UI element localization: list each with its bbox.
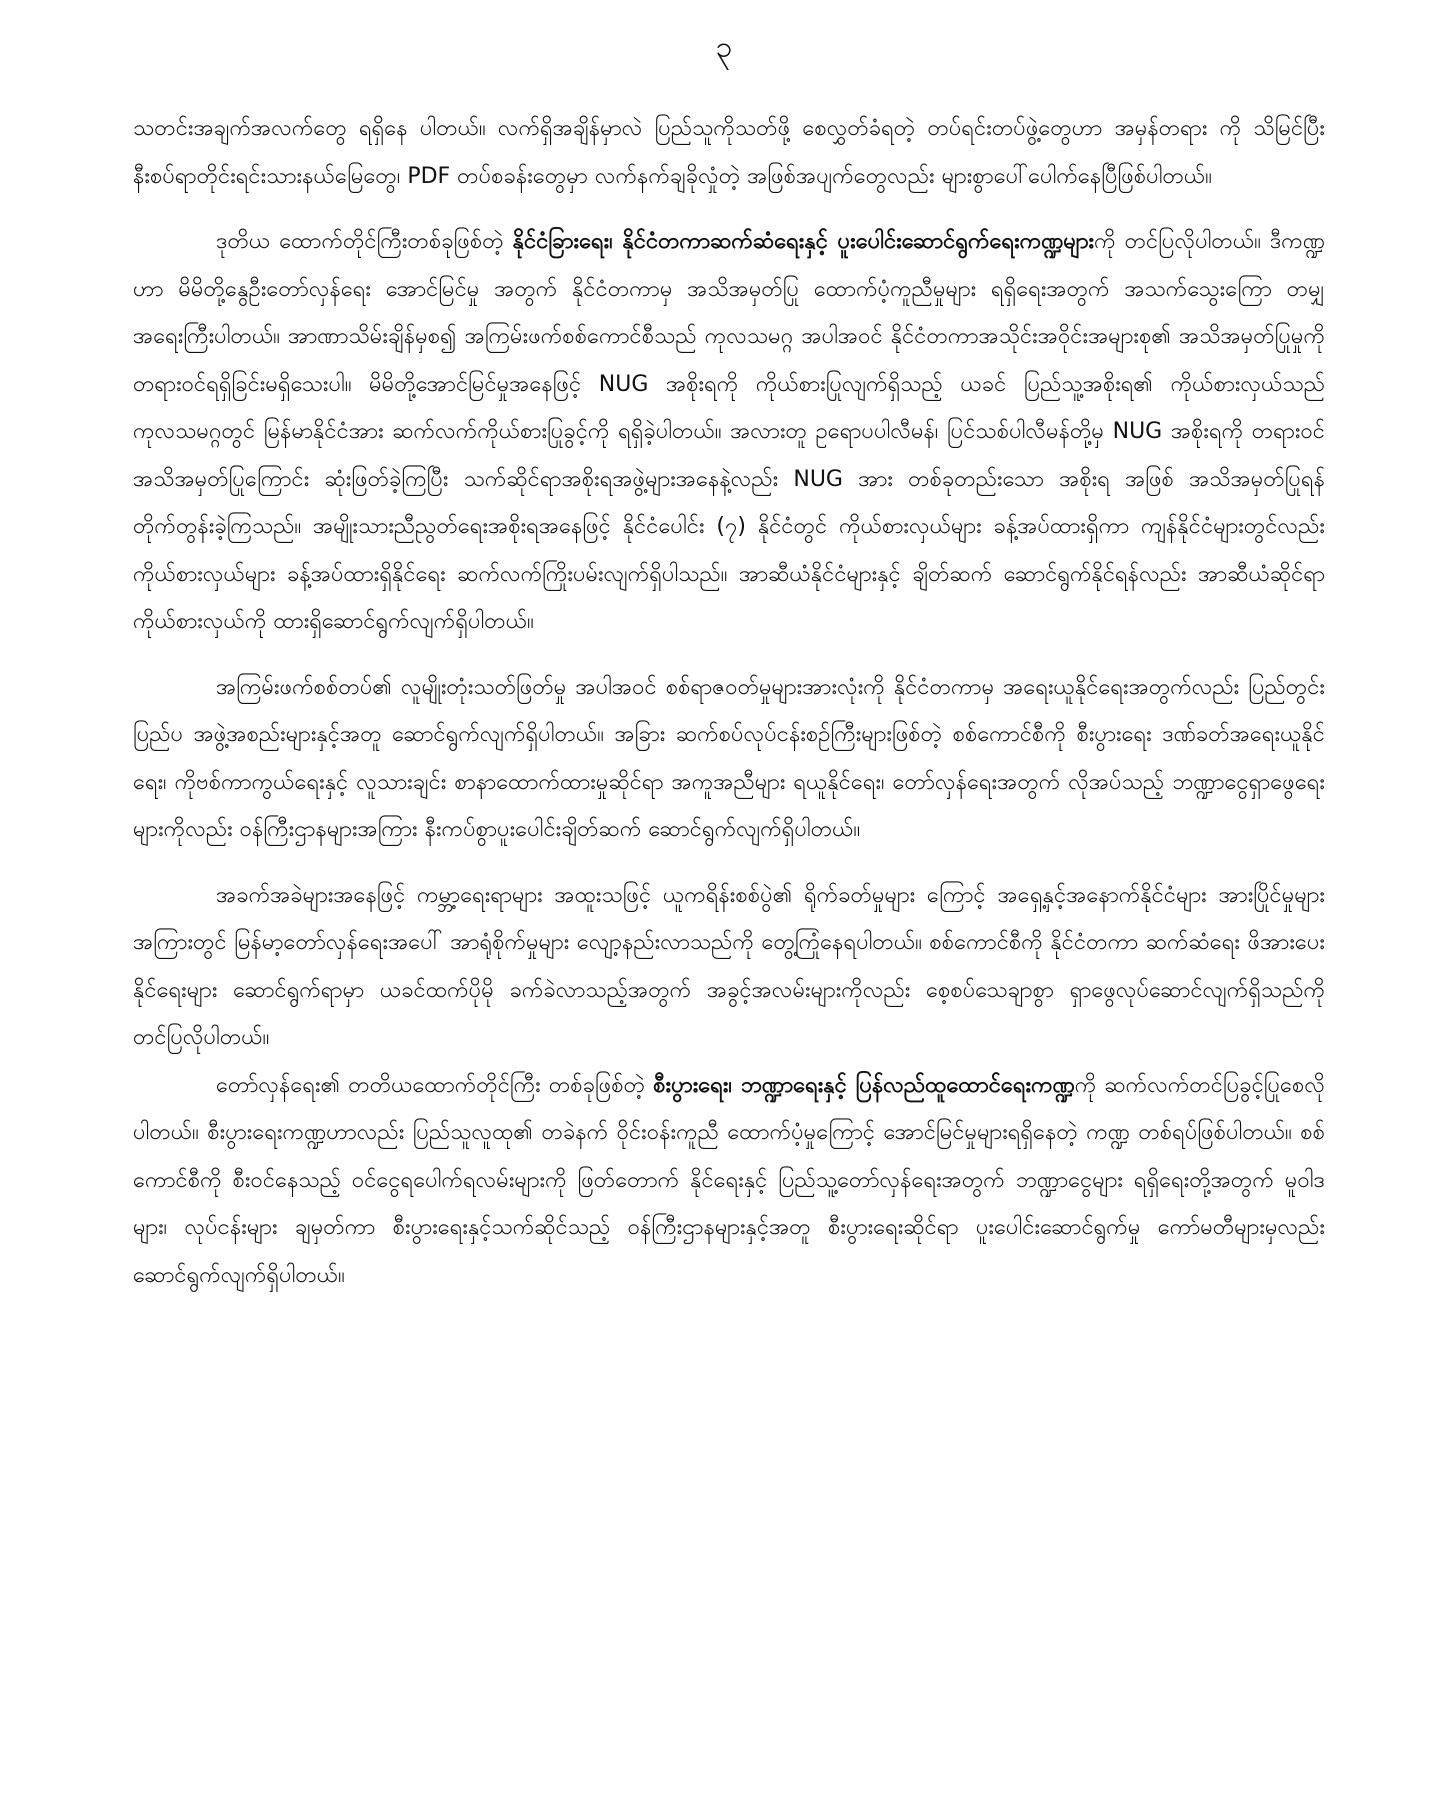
bold-heading-run: နိုင်ငံခြားရေး၊ နိုင်ငံတကာဆက်ဆံရေးနှင့် ပူးပေါင်းဆောင်ရွက်ရေးကဏ္ဍများ xyxy=(512,229,1095,254)
paragraph xyxy=(133,105,1325,200)
paragraph xyxy=(133,218,1325,646)
text-run: အခက်အခဲများအနေဖြင့် ကမ္ဘာ့ရေးရာများ အထူးသဖြင့် ယူကရိန်းစစ်ပွဲ၏ ရိုက်ခတ်မှုများ ကြောင့် အရှေ့နှင့်အနောက်နိုင်ငံများ အားပြိုင်မှုများအကြားတွင် မြန်မာ့တော်လှန်ရေးအပေါ် အာရုံစိုက်မှုများ လျော့နည်းလာသည်ကို တွေ့ကြုံနေရပါတယ်။ စစ်ကောင်စီကို နိုင်ငံတကာ ဆက်ဆံရေး ဖိအားပေးနိုင်ရေးများ ဆောင်ရွက်ရာမှာ ယခင်ထက်ပိုမို ခက်ခဲလာသည့်အတွက် အခွင့်အလမ်းများကိုလည်း စေ့စပ်သေချာစွာ ရှာဖွေလုပ်ဆောင်လျက်ရှိသည်ကို တင်ပြလိုပါတယ်။ xyxy=(133,882,1325,1050)
bold-heading-run: စီးပွားရေး၊ ဘဏ္ဍာရေးနှင့် ပြန်လည်ထူထောင်ရေးကဏ္ဍ xyxy=(653,1072,1075,1098)
paragraph xyxy=(133,1062,1325,1300)
text-run: သတင်းအချက်အလက်တွေ ရရှိနေ ပါတယ်။ လက်ရှိအချိန်မှာလဲ ပြည်သူကိုသတ်ဖို့ စေလွှတ်ခံရတဲ့ တပ်ရင်းတပ်ဖွဲ့တွေဟာ အမှန်တရား ကို သိမြင်ပြီး နီးစပ်ရာတိုင်းရင်းသားနယ်မြေတွေ၊ PDF တပ်စခန်းတွေမှာ လက်နက်ချခိုလှုံတဲ့ အဖြစ်အပျက်တွေလည်း များစွာပေါ်ပေါက်နေပြီဖြစ်ပါတယ်။ xyxy=(133,116,1325,189)
text-run: တော်လှန်ရေး၏ တတိယထောက်တိုင်ကြီး တစ်ခုဖြစ်တဲ့ xyxy=(216,1072,654,1098)
text-run: အကြမ်းဖက်စစ်တပ်၏ လူမျိုးတုံးသတ်ဖြတ်မှု အပါအဝင် စစ်ရာဇဝတ်မှုများအားလုံးကို နိုင်ငံတကာမှ အရေးယူနိုင်ရေးအတွက်လည်း ပြည်တွင်းပြည်ပ အဖွဲ့အစည်းများနှင့်အတူ ဆောင်ရွက်လျက်ရှိပါတယ်။ အခြား ဆက်စပ်လုပ်ငန်းစဉ်ကြီးများဖြစ်တဲ့ စစ်ကောင်စီကို စီးပွားရေး ဒဏ်ခတ်အရေးယူနိုင်ရေး၊ ကိုဗစ်ကာကွယ်ရေးနှင့် လူသားချင်း စာနာထောက်ထားမှုဆိုင်ရာ အကူအညီများ ရယူနိုင်ရေး၊ တော်လှန်ရေးအတွက် လိုအပ်သည့် ဘဏ္ဍာငွေရှာဖွေရေးများကိုလည်း ဝန်ကြီးဌာနများအကြား နီးကပ်စွာပူးပေါင်းချိတ်ဆက် ဆောင်ရွက်လျက်ရှိပါတယ်။ xyxy=(133,674,1325,842)
paragraph xyxy=(133,664,1325,854)
text-run: ကို ဆက်လက်တင်ပြခွင့်ပြုစေလိုပါတယ်။ စီးပွားရေးကဏ္ဍဟာလည်း ပြည်သူလူထု၏ တခဲနက် ဝိုင်းဝန်းကူညီ ထောက်ပံ့မှုကြောင့် အောင်မြင်မှုများရရှိနေတဲ့ ကဏ္ဍ တစ်ရပ်ဖြစ်ပါတယ်။ စစ်ကောင်စီကို စီးဝင်နေသည့် ဝင်ငွေရပေါက်ရလမ်းများကို ဖြတ်တောက် နိုင်ရေးနှင့် ပြည်သူ့တော်လှန်ရေးအတွက် ဘဏ္ဍာငွေများ ရရှိရေးတို့အတွက် မူဝါဒများ၊ လုပ်ငန်းများ ချမှတ်ကာ စီးပွားရေးနှင့်သက်ဆိုင်သည့် ဝန်ကြီးဌာနများနှင့်အတူ စီးပွားရေးဆိုင်ရာ ပူးပေါင်းဆောင်ရွက်မှု ကော်မတီများမှလည်း ဆောင်ရွက်လျက်ရှိပါတယ်။ xyxy=(133,1072,1325,1288)
document-body xyxy=(133,105,1325,1317)
page-number: ၃ xyxy=(715,30,733,65)
text-run: ကို တင်ပြလိုပါတယ်။ ဒီကဏ္ဍဟာ မိမိတို့နွေဦးတော်လှန်ရေး အောင်မြင်မှု အတွက် နိုင်ငံတကာမှ အသိအမှတ်ပြု ထောက်ပံ့ကူညီမှုများ ရရှိရေးအတွက် အသက်သွေးကြော တမျှ အရေးကြီးပါတယ်။ အာဏာသိမ်းချိန်မှစ၍ အကြမ်းဖက်စစ်ကောင်စီသည် ကုလသမဂ္ဂ အပါအဝင် နိုင်ငံတကာအသိုင်းအဝိုင်းအများစု၏ အသိအမှတ်ပြုမှုကို တရားဝင်ရရှိခြင်းမရှိသေးပါ။ မိမိတို့အောင်မြင်မှုအနေဖြင့် NUG အစိုးရကို ကိုယ်စားပြုလျက်ရှိသည့် ယခင် ပြည်သူ့အစိုးရ၏ ကိုယ်စားလှယ်သည် ကုလသမဂ္ဂတွင် မြန်မာနိုင်ငံအား ဆက်လက်ကိုယ်စားပြုခွင့်ကို ရရှိခဲ့ပါတယ်။ အလားတူ ဥရောပပါလီမန်၊ ပြင်သစ်ပါလီမန်တို့မှ NUG အစိုးရကို တရားဝင် အသိအမှတ်ပြုကြောင်း ဆုံးဖြတ်ခဲ့ကြပြီး သက်ဆိုင်ရာအစိုးရအဖွဲ့များအနေနဲ့လည်း NUG အား တစ်ခုတည်းသော အစိုးရ အဖြစ် အသိအမှတ်ပြုရန် တိုက်တွန်းခဲ့ကြသည်။ အမျိုးသားညီညွတ်ရေးအစိုးရအနေဖြင့် နိုင်ငံပေါင်း (၇) နိုင်ငံတွင် ကိုယ်စားလှယ်များ ခန့်အပ်ထားရှိကာ ကျန်နိုင်ငံများတွင်လည်း ကိုယ်စားလှယ်များ ခန့်အပ်ထားရှိနိုင်ရေး ဆက်လက်ကြိုးပမ်းလျက်ရှိပါသည်။ အာဆီယံနိုင်ငံများနှင့် ချိတ်ဆက် ဆောင်ရွက်နိုင်ရန်လည်း အာဆီယံဆိုင်ရာကိုယ်စားလှယ်ကို ထားရှိဆောင်ရွက်လျက်ရှိပါတယ်။ xyxy=(133,229,1325,634)
paragraph xyxy=(133,872,1325,1062)
text-run: ဒုတိယ ထောက်တိုင်ကြီးတစ်ခုဖြစ်တဲ့ xyxy=(216,229,513,254)
